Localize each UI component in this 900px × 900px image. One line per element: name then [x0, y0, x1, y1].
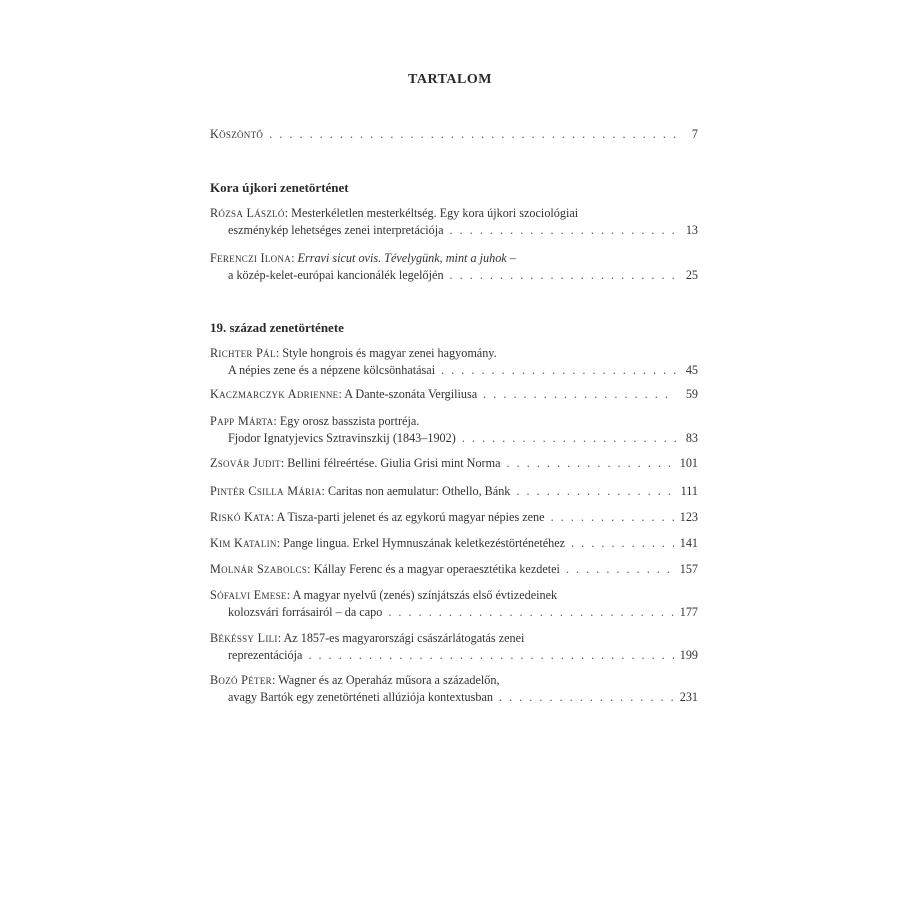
entry-author: Riskó Kata — [210, 510, 271, 524]
leader-dots — [450, 222, 676, 239]
leader-dots — [551, 509, 674, 526]
toc-entry[interactable]: Molnár Szabolcs: Kállay Ferenc és a magyar operaesztétika kezdetei . . . 157 — [210, 561, 698, 578]
entry-title-continued: A népies zene és a népzene kölcsönhatásai — [228, 363, 436, 377]
entry-title: Wagner és az Operaház műsora a századelőn, — [278, 673, 500, 687]
entry-title-continued: a közép-kelet-európai kancionálék legelőjén — [228, 268, 444, 282]
entry-title: A magyar nyelvű (zenés) színjátszás első évtizedeinek — [292, 588, 558, 602]
entry-title: A Tisza-parti jelenet és az egykorú magyar népies zene — [276, 510, 545, 524]
entry-title: Mesterkéletlen mesterkéltség. Egy kora újkori szociológiai — [291, 206, 579, 220]
page-number: 83 — [685, 431, 698, 445]
toc-entry[interactable]: Kim Katalin: Pange lingua. Erkel Hymnuszának keletkezéstörténetéhez . . . 141 — [210, 535, 698, 552]
page-number: 59 — [685, 387, 698, 401]
page-number: 199 — [679, 648, 698, 662]
leader-dots — [516, 483, 674, 500]
page-number: 111 — [680, 484, 698, 498]
leader-dots — [499, 689, 674, 706]
entry-author: Bozó Péter — [210, 673, 272, 687]
entry-title-continued: Fjodor Ignatyjevics Sztravinszkij (1843–1902) — [228, 431, 456, 445]
leader-dots — [507, 455, 674, 472]
entry-title: Kállay Ferenc és a magyar operaesztétika kezdetei — [313, 562, 560, 576]
toc-entry[interactable]: Bozó Péter: Wagner és az Operaház műsora a századelőn, avagy Bartók egy zenetörténeti allúziója kontextusban . . . 231 — [210, 672, 698, 706]
page-number: 13 — [685, 223, 698, 237]
entry-author: Pintér Csilla Mária — [210, 484, 322, 498]
leader-dots — [388, 604, 673, 621]
page-number: 45 — [685, 363, 698, 377]
entry-title: Erravi sicut ovis. Tévelygünk, mint a juhok – — [297, 251, 516, 265]
page-number: 101 — [679, 456, 698, 470]
entry-author: Ferenczi Ilona — [210, 251, 292, 265]
page-number: 123 — [679, 510, 698, 524]
toc-entry[interactable]: Richter Pál: Style hongrois és magyar zenei hagyomány. A népies zene és a népzene kölcsönhatásai . . . 45 — [210, 345, 698, 379]
toc-entry-label: Köszöntő — [210, 127, 264, 141]
page-title: TARTALOM — [408, 72, 492, 87]
entry-title: Bellini félreértése. Giulia Grisi mint Norma — [287, 456, 501, 470]
entry-author: Rózsa László — [210, 206, 285, 220]
toc-entry[interactable]: Békéssy Lili: Az 1857-es magyarországi császárlátogatás zenei reprezentációja . . . 199 — [210, 630, 698, 664]
entry-title: Az 1857-es magyarországi császárlátogatás zenei — [283, 631, 525, 645]
toc-entry[interactable]: Pintér Csilla Mária: Caritas non aemulatur: Othello, Bánk . . . 111 — [210, 483, 698, 500]
toc-entry[interactable]: Riskó Kata: A Tisza-parti jelenet és az egykorú magyar népies zene . . . 123 — [210, 509, 698, 526]
toc-entry[interactable]: Zsovár Judit: Bellini félreértése. Giulia Grisi mint Norma . . . 101 — [210, 455, 698, 472]
toc-entry-foreword[interactable] — [210, 126, 698, 143]
entry-author: Sófalvi Emese — [210, 588, 287, 602]
section-heading: 19. század zenetörténete — [210, 320, 344, 335]
entry-title: A Dante-szonáta Vergiliusa — [344, 387, 478, 401]
leader-dots — [441, 362, 676, 379]
toc-entry[interactable]: Rózsa László: Mesterkéletlen mesterkéltség. Egy kora újkori szociológiai eszménykép lehetséges zenei interpretációja . . . 13 — [210, 205, 698, 239]
leader-dots — [483, 386, 676, 403]
entry-title-continued: eszménykép lehetséges zenei interpretációja — [228, 223, 444, 237]
toc-entry[interactable]: Ferenczi Ilona: Erravi sicut ovis. Tévelygünk, mint a juhok – a közép-kelet-európai kancionálék legelőjén . . . 25 — [210, 250, 698, 284]
section-heading: Kora újkori zenetörténet — [210, 180, 349, 195]
entry-author: Papp Márta — [210, 414, 274, 428]
page-number: 25 — [685, 268, 698, 282]
entry-title-continued: avagy Bartók egy zenetörténeti allúziója kontextusban — [228, 690, 493, 704]
page-number: 157 — [679, 562, 698, 576]
toc-entry[interactable]: Sófalvi Emese: A magyar nyelvű (zenés) színjátszás első évtizedeinek kolozsvári forrásairól – da capo . . . 177 — [210, 587, 698, 621]
entry-author: Molnár Szabolcs — [210, 562, 308, 576]
toc-entry[interactable]: Papp Márta: Egy orosz basszista portréja. Fjodor Ignatyjevics Sztravinszkij (1843–1902) . . . 83 — [210, 413, 698, 447]
page-number: 7 — [691, 127, 698, 141]
page-number: 231 — [679, 690, 698, 704]
leader-dots — [450, 267, 676, 284]
entry-author: Zsovár Judit — [210, 456, 281, 470]
entry-title: Egy orosz basszista portréja. — [279, 414, 420, 428]
toc-entry[interactable]: Kaczmarczyk Adrienne: A Dante-szonáta Vergiliusa . . . 59 — [210, 386, 698, 403]
entry-author: Békéssy Lili — [210, 631, 278, 645]
leader-dots — [269, 126, 676, 143]
leader-dots — [566, 561, 674, 578]
page-number: 177 — [679, 605, 698, 619]
entry-title: Caritas non aemulatur: Othello, Bánk — [327, 484, 511, 498]
leader-dots — [308, 647, 673, 664]
page-number: 141 — [679, 536, 698, 550]
entry-title-continued: kolozsvári forrásairól – da capo — [228, 605, 383, 619]
entry-author: Kaczmarczyk Adrienne — [210, 387, 339, 401]
leader-dots — [462, 430, 676, 447]
entry-author: Kim Katalin — [210, 536, 277, 550]
entry-title: Style hongrois és magyar zenei hagyomány. — [282, 346, 497, 360]
entry-title: Pange lingua. Erkel Hymnuszának keletkezéstörténetéhez — [283, 536, 566, 550]
entry-author: Richter Pál — [210, 346, 276, 360]
leader-dots — [571, 535, 674, 552]
entry-title-continued: reprezentációja — [228, 648, 303, 662]
